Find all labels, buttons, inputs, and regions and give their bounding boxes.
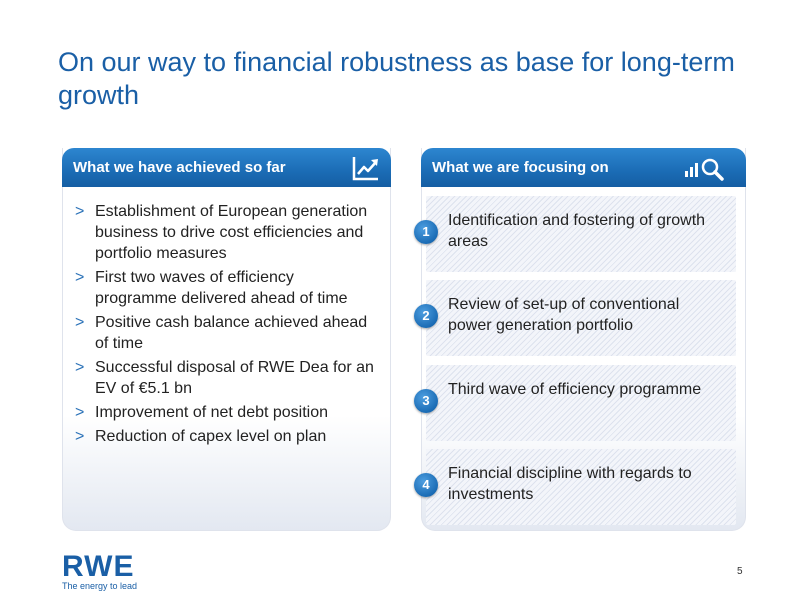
- bar-chart-magnifier-icon: [683, 154, 727, 182]
- logo-tagline: The energy to lead: [62, 581, 138, 591]
- logo-wordmark: RWE: [62, 550, 135, 583]
- focus-item-text: Identification and fostering of growth areas: [448, 212, 706, 250]
- bullet-marker: >: [75, 404, 85, 421]
- item-number-badge: 4: [414, 473, 438, 497]
- bullet-marker: >: [75, 269, 85, 286]
- focus-item-text: Third wave of efficiency programme: [448, 381, 702, 398]
- slide-title: On our way to financial robustness as base for long-term growth: [58, 47, 735, 110]
- bullet-marker: >: [75, 314, 85, 331]
- achievement-list: [75, 201, 380, 450]
- item-number-badge: 3: [414, 389, 438, 413]
- bullet-marker: >: [75, 359, 85, 376]
- page-number: 5: [737, 566, 743, 577]
- bullet-marker: >: [75, 428, 85, 445]
- bullet-marker: >: [75, 203, 85, 220]
- focus-panel-header: [421, 148, 746, 187]
- rwe-logo: [62, 552, 137, 591]
- list-item: > Improvement of net debt position: [75, 404, 329, 421]
- list-item: > First two waves of efficiency programme delivered ahead of time: [75, 269, 348, 307]
- list-item: > Reduction of capex level on plan: [75, 428, 327, 445]
- focus-item: [422, 365, 736, 441]
- focus-item: [422, 280, 736, 356]
- focus-item-text: Review of set-up of conventional power generation portfolio: [448, 296, 680, 334]
- trend-chart-icon: [351, 154, 381, 182]
- list-item: > Positive cash balance achieved ahead of time: [75, 314, 368, 352]
- focus-panel-title: What we are focusing on: [432, 159, 609, 176]
- achieved-panel-header: [62, 148, 391, 187]
- item-number-badge: 2: [414, 304, 438, 328]
- achieved-panel-title: What we have achieved so far: [73, 159, 286, 176]
- item-number-badge: 1: [414, 220, 438, 244]
- focus-item-text: Financial discipline with regards to investments: [448, 465, 692, 503]
- focus-item: [422, 196, 736, 272]
- focus-panel: [421, 148, 746, 531]
- achieved-panel: [62, 148, 391, 531]
- list-item: > Successful disposal of RWE Dea for an EV of €5.1 bn: [75, 359, 374, 397]
- focus-item: [422, 449, 736, 525]
- list-item: > Establishment of European generation business to drive cost efficiencies and portfolio measures: [75, 203, 368, 262]
